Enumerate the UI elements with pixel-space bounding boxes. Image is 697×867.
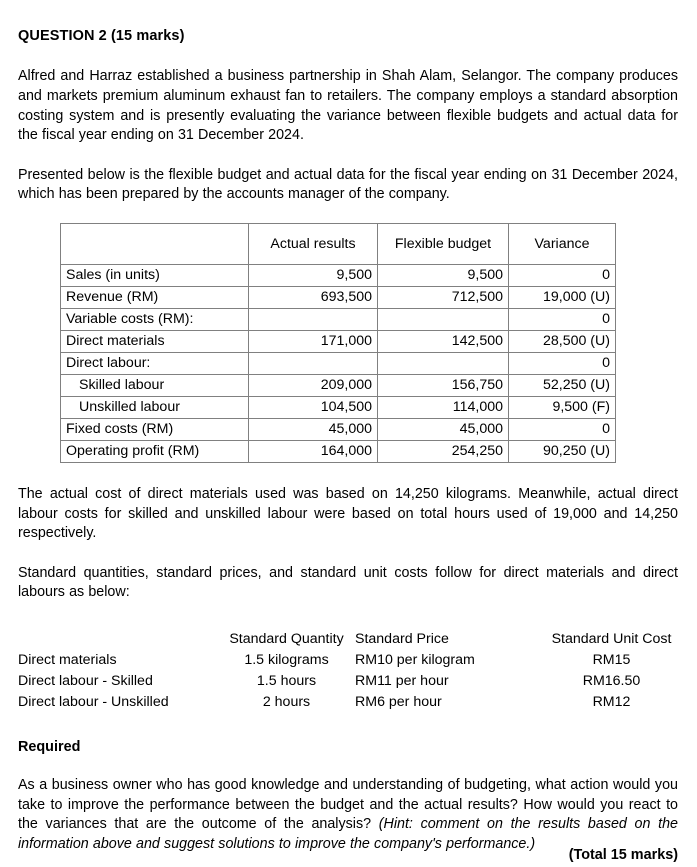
standards-item-label: Direct labour - Skilled (18, 672, 153, 689)
standards-header-row (18, 629, 678, 650)
row-label: Skilled labour (61, 374, 249, 396)
cell-actual (249, 352, 378, 374)
question-heading: QUESTION 2 (15 marks) (18, 28, 185, 44)
cell-variance: 0 (509, 418, 616, 440)
row-label: Sales (in units) (61, 264, 249, 286)
cell-actual: 104,500 (249, 396, 378, 418)
standards-row (18, 692, 678, 713)
row-label: Unskilled labour (61, 396, 249, 418)
cell-actual: 164,000 (249, 440, 378, 462)
standards-quantity: 1.5 kilograms (244, 651, 329, 668)
budget-table-body (61, 264, 616, 462)
cell-actual (249, 308, 378, 330)
table-header-row (61, 223, 616, 264)
cell-flexible: 9,500 (378, 264, 509, 286)
table-row (61, 396, 616, 418)
table-row (61, 330, 616, 352)
intro-paragraph: Alfred and Harraz established a business partnership in Shah Alam, Selangor. The company produces and markets premium aluminum exhaust fan to retailers. The company employs a standard absorption costing system and is presently evaluating the variance between flexible budgets and actual data for the fiscal year ending on 31 December 2024. (18, 68, 678, 144)
cell-variance: 90,250 (U) (509, 440, 616, 462)
standards-price: RM10 per kilogram (355, 651, 475, 668)
cell-actual: 209,000 (249, 374, 378, 396)
cell-actual: 45,000 (249, 418, 378, 440)
budget-table-head (61, 223, 616, 264)
standards-intro-paragraph: Standard quantities, standard prices, and standard unit costs follow for direct materials and direct labours as below: (18, 564, 678, 601)
standards-table (18, 629, 678, 713)
table-row (61, 418, 616, 440)
required-hint-text: (Hint: comment on the results based on the information above and suggest solutions to improve the company's performance.) (18, 816, 678, 852)
required-paragraph (18, 776, 678, 854)
cell-variance: 0 (509, 308, 616, 330)
column-header-blank (61, 223, 249, 264)
row-label: Variable costs (RM): (61, 308, 249, 330)
table-row (61, 264, 616, 286)
standards-header-blank (18, 629, 218, 650)
budget-table-wrapper (60, 223, 615, 463)
materials-basis-paragraph: The actual cost of direct materials used was based on 14,250 kilograms. Meanwhile, actual direct labour costs for skilled and unskilled labour were based on total hours used of 19,000 and 14,250 respectively. (18, 485, 678, 542)
column-header-flexible-budget: Flexible budget (378, 223, 509, 264)
cell-flexible (378, 352, 509, 374)
total-marks-label: (Total 15 marks) (568, 847, 678, 863)
standards-price: RM11 per hour (355, 672, 449, 689)
standards-row (18, 650, 678, 671)
table-row (61, 352, 616, 374)
document-content (18, 28, 678, 867)
row-label: Operating profit (RM) (61, 440, 249, 462)
cell-variance: 52,250 (U) (509, 374, 616, 396)
standards-unit-cost: RM12 (592, 693, 631, 710)
cell-actual: 9,500 (249, 264, 378, 286)
cell-actual: 171,000 (249, 330, 378, 352)
cell-flexible: 142,500 (378, 330, 509, 352)
standards-price: RM6 per hour (355, 693, 442, 710)
standards-unit-cost: RM16.50 (582, 672, 641, 689)
cell-variance: 0 (509, 264, 616, 286)
standards-unit-cost: RM15 (592, 651, 631, 668)
standards-header-price: Standard Price (355, 630, 449, 647)
column-header-variance: Variance (509, 223, 616, 264)
cell-variance: 28,500 (U) (509, 330, 616, 352)
standards-header-unit-cost: Standard Unit Cost (551, 630, 672, 647)
standards-quantity: 2 hours (262, 693, 311, 710)
row-label: Fixed costs (RM) (61, 418, 249, 440)
cell-variance: 19,000 (U) (509, 286, 616, 308)
table-intro-paragraph: Presented below is the flexible budget and actual data for the fiscal year ending on 31 December 2024, which has been prepared by the accounts manager of the company. (18, 166, 678, 203)
cell-variance: 9,500 (F) (509, 396, 616, 418)
table-row (61, 374, 616, 396)
cell-flexible: 114,000 (378, 396, 509, 418)
required-heading: Required (18, 738, 81, 755)
flexible-budget-table (60, 223, 616, 463)
cell-flexible: 45,000 (378, 418, 509, 440)
cell-flexible: 712,500 (378, 286, 509, 308)
cell-flexible: 156,750 (378, 374, 509, 396)
table-row (61, 308, 616, 330)
standards-item-label: Direct labour - Unskilled (18, 693, 169, 710)
table-row (61, 440, 616, 462)
row-label: Direct labour: (61, 352, 249, 374)
standards-item-label: Direct materials (18, 651, 117, 668)
table-row (61, 286, 616, 308)
cell-flexible: 254,250 (378, 440, 509, 462)
row-label: Revenue (RM) (61, 286, 249, 308)
standards-header-quantity: Standard Quantity (229, 630, 344, 647)
cell-flexible (378, 308, 509, 330)
required-question-text: As a business owner who has good knowledge and understanding of budgeting, what action would you take to improve the performance between the budget and the actual results? How would you react to the variances that are the outcome of the analysis? (18, 777, 678, 833)
cell-actual: 693,500 (249, 286, 378, 308)
column-header-actual-results: Actual results (249, 223, 378, 264)
standards-quantity: 1.5 hours (256, 672, 317, 689)
standards-row (18, 671, 678, 692)
cell-variance: 0 (509, 352, 616, 374)
row-label: Direct materials (61, 330, 249, 352)
